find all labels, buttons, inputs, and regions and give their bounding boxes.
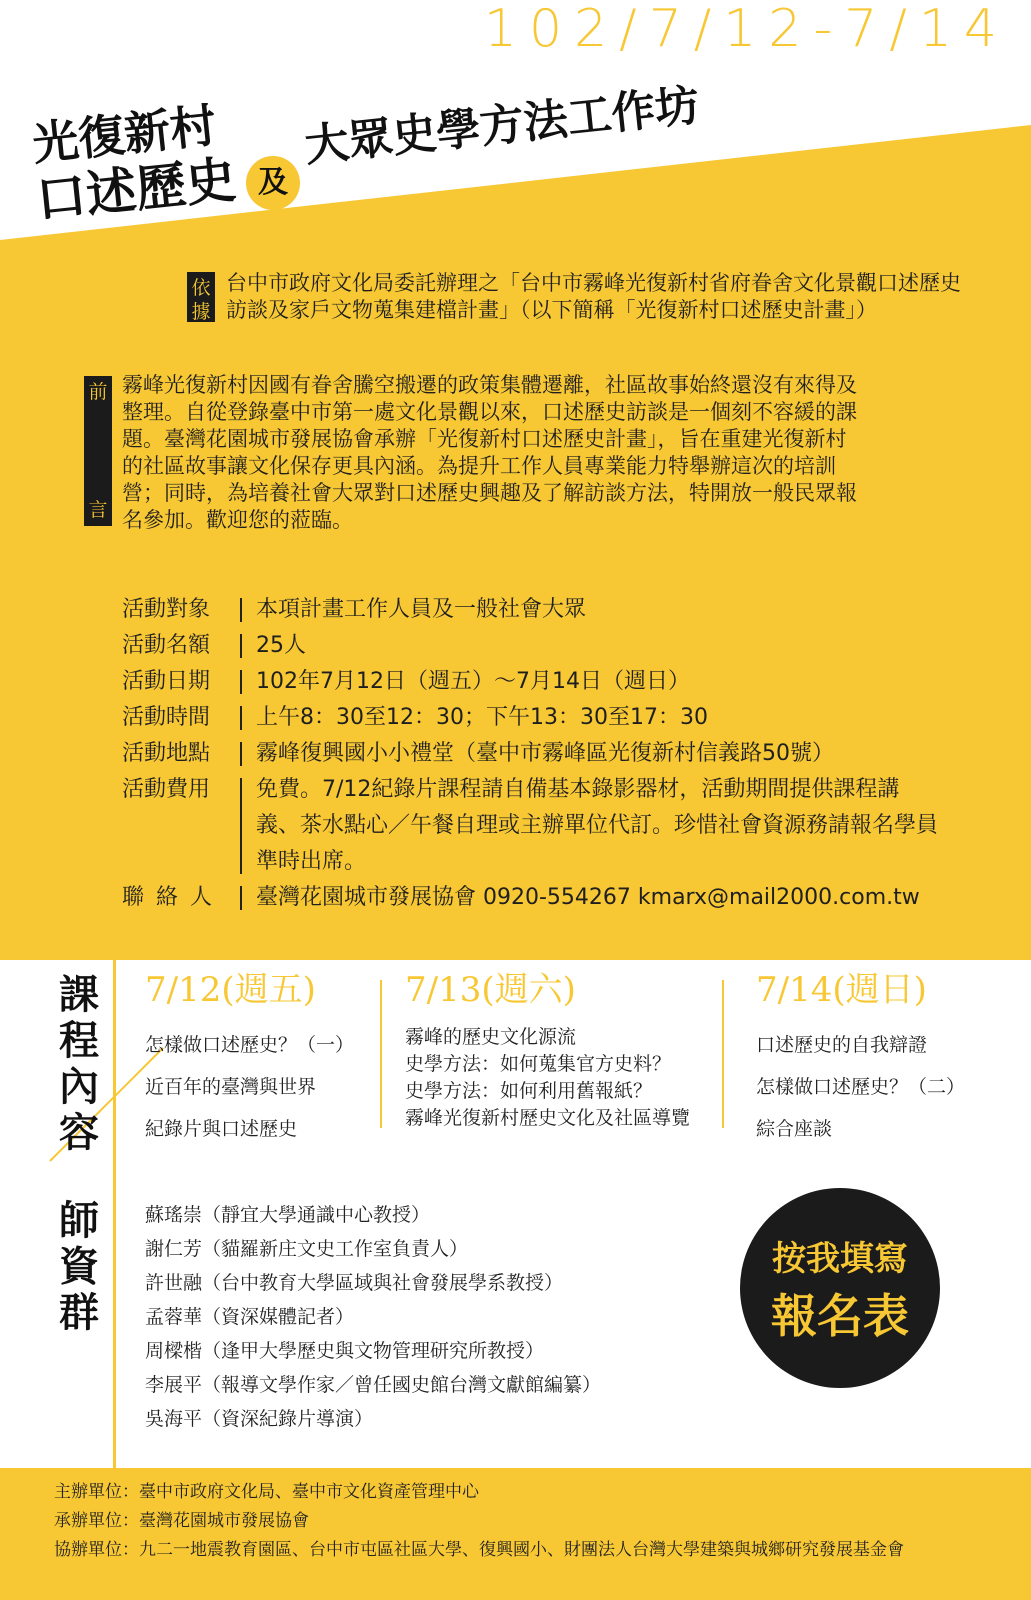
course-day: [145, 968, 354, 1150]
info-label: 活動費用: [122, 777, 211, 802]
column-divider: [380, 980, 382, 1128]
info-label: 活動對象: [122, 597, 211, 622]
info-label: 活動日期: [122, 669, 211, 694]
course-item: 史學方法：如何利用舊報紙？: [405, 1080, 653, 1102]
info-label: 活動地點: [122, 741, 211, 766]
info-row: [122, 592, 942, 628]
title-line2: 口述歷史: [33, 149, 239, 230]
info-value: 霧峰復興國小小禮堂（臺中市霧峰區光復新村信義路50號）: [256, 741, 834, 766]
course-item: 紀錄片與口述歷史: [145, 1118, 298, 1140]
organizer-row: 主辦單位：臺中市政府文化局、臺中市文化資產管理中心: [54, 1482, 479, 1502]
info-row: [122, 628, 942, 664]
intro-text: 霧峰光復新村因國有眷舍騰空搬遷的政策集體遷離，社區故事始終還沒有來得及整理。自從登錄臺中市第一處文化景觀以來，口述歷史訪談是一個刻不容緩的課題。臺灣花園城市發展協會承辦「光復新村口述歷史計畫」，旨在重建光復新村的社區故事讓文化保存更具內涵。為提升工作人員專業能力特舉辦這次的培訓營；同時，為培養社會大眾對口述歷史興趣及了解訪談方法，特開放一般民眾報名參加。歡迎您的蒞臨。: [122, 373, 857, 532]
course-item: 霧峰光復新村歷史文化及社區導覽: [405, 1107, 691, 1129]
course-day-date: 7/12(週五): [145, 970, 316, 1010]
teacher-item: 孟蓉華（資深媒體記者）: [145, 1306, 355, 1328]
teacher-item: 周樑楷（逢甲大學歷史與文物管理研究所教授）: [145, 1340, 545, 1362]
course-day: [756, 968, 965, 1150]
teacher-item: 吳海平（資深紀錄片導演）: [145, 1408, 374, 1430]
organizer-row: 承辦單位：臺灣花園城市發展協會: [54, 1511, 309, 1531]
info-label: 活動名額: [122, 633, 211, 658]
title-line1: 光復新村: [30, 98, 219, 172]
date-range: 102/7/12-7/14: [483, 0, 1009, 59]
signup-label-line2: 報名表: [771, 1289, 909, 1343]
teacher-item: 謝仁芳（貓羅新庄文史工作室負責人）: [145, 1238, 469, 1260]
title-line3: 大眾史學方法工作坊: [302, 79, 702, 173]
info-label: 聯絡人: [122, 885, 225, 910]
info-row: [122, 700, 942, 736]
course-item: 怎樣做口述歷史？（一）: [145, 1034, 355, 1056]
signup-button[interactable]: [740, 1188, 940, 1388]
info-row: [122, 880, 942, 916]
course-day: [405, 968, 690, 1132]
info-value: 本項計畫工作人員及一般社會大眾: [256, 597, 587, 622]
teachers-section-title: 師資群: [59, 1197, 99, 1336]
signup-label-line1: 按我填寫: [772, 1239, 908, 1279]
column-divider: [722, 980, 724, 1128]
course-item: 霧峰的歷史文化源流: [405, 1026, 577, 1048]
course-item: 口述歷史的自我辯證: [756, 1034, 928, 1056]
basis-tag: 依據: [187, 272, 215, 322]
course-item: 近百年的臺灣與世界: [145, 1076, 317, 1098]
info-value: 免費。7/12紀錄片課程請自備基本錄影器材，活動期間提供課程講義、茶水點心／午餐自理或主辦單位代訂。珍惜社會資源務請報名學員準時出席。: [256, 777, 939, 874]
teacher-item: 李展平（報導文學作家／曾任國史館台灣文獻館編纂）: [145, 1374, 602, 1396]
info-label: 活動時間: [122, 705, 211, 730]
teacher-list: [145, 1198, 601, 1436]
intro-tag-top: 前: [88, 381, 108, 403]
title-connector: 及: [246, 156, 300, 210]
intro-tag: [84, 376, 112, 526]
basis-text: 台中市政府文化局委託辦理之「台中市霧峰光復新村省府眷舍文化景觀口述歷史訪談及家戶文物蒐集建檔計畫」（以下簡稱「光復新村口述歷史計畫」）: [226, 271, 961, 322]
course-day-date: 7/14(週日): [756, 970, 927, 1010]
info-value: 上午8：30至12：30；下午13：30至17：30: [256, 705, 708, 730]
organizers: [54, 1478, 904, 1565]
organizer-row: 協辦單位：九二一地震教育園區、台中市屯區社區大學、復興國小、財團法人台灣大學建築與城鄉研究發展基金會: [54, 1540, 904, 1560]
event-info: [122, 592, 942, 916]
info-row: [122, 664, 942, 700]
course-day-date: 7/13(週六): [405, 970, 576, 1010]
teacher-item: 許世融（台中教育大學區域與社會發展學系教授）: [145, 1272, 564, 1294]
course-item: 史學方法：如何蒐集官方史料？: [405, 1053, 672, 1075]
info-row: [122, 736, 942, 772]
course-section-title: 課程內容: [59, 971, 99, 1156]
course-item: 怎樣做口述歷史？（二）: [756, 1076, 966, 1098]
info-value: 102年7月12日（週五）～7月14日（週日）: [256, 669, 690, 694]
info-value: 臺灣花園城市發展協會 0920-554267 kmarx@mail2000.com.tw: [256, 885, 920, 910]
teacher-item: 蘇瑤崇（靜宜大學通識中心教授）: [145, 1204, 431, 1226]
intro-tag-bottom: 言: [88, 499, 108, 521]
course-item: 綜合座談: [756, 1118, 833, 1140]
info-value: 25人: [256, 633, 306, 658]
divider-vertical: [113, 960, 116, 1468]
info-row: [122, 772, 942, 880]
